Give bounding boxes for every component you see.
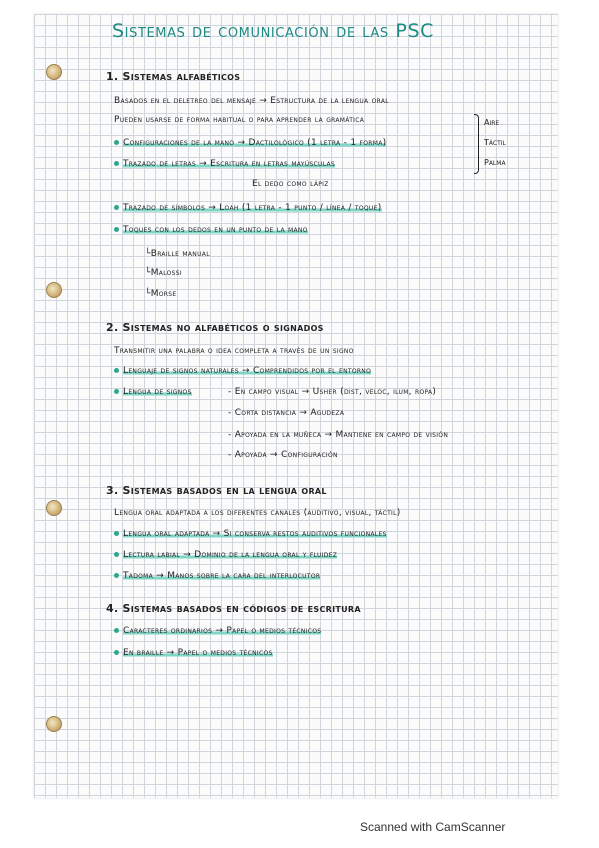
bullet-line: En braille → Papel o medios técnicos [114,648,273,658]
note-line: El dedo como lápiz [252,179,329,189]
page-title: Sistemas de comunicación de las PSC [112,20,434,42]
bullet-line: Lectura labial → Dominio de la lengua oral y fluidez [114,550,337,560]
bullet-line: Lengua de signos [114,387,192,397]
sub-item: - Apoyada → Configuración [228,450,338,460]
bullet-icon [114,161,119,166]
bullet-line: Trazado de símbolos → Loah (1 letra - 1 punto / línea / toque) [114,203,382,213]
scanner-watermark: Scanned with CamScanner [360,820,506,834]
section-heading: 4. Sistemas basados en códigos de escritura [106,602,361,615]
bullet-line: Trazado de letras → Escritura en letras mayúsculas [114,159,335,169]
section-heading: 3. Sistemas basados en la lengua oral [106,484,327,497]
sub-item: - Apoyada en la muñeca → Mantiene en campo de visión [228,430,449,440]
bullet-icon [114,531,119,536]
sub-item: - Corta distancia → Agudeza [228,408,345,418]
sub-item: - En campo visual → Usher (dist, veloc, ilum, ropa) [228,387,437,397]
binder-hole-icon [46,716,62,732]
sub-item: └Malossi [145,268,182,278]
note-line: Transmitir una palabra o idea completa a través de un signo [114,346,354,356]
note-line: Pueden usarse de forma habitual o para aprender la gramática [114,115,365,125]
bullet-icon [114,573,119,578]
bullet-line: Tadoma → Manos sobre la cara del interlocutor [114,571,320,581]
bullet-line: Caracteres ordinarios → Papel o medios técnicos [114,626,321,636]
bullet-line: Configuraciones de la mano → Dactilológico (1 letra - 1 forma) [114,138,386,148]
side-label: Palma [484,158,506,167]
binder-hole-icon [46,282,62,298]
bullet-icon [114,205,119,210]
side-label: Táctil [484,138,506,147]
binder-hole-icon [46,500,62,516]
bullet-icon [114,140,119,145]
bullet-line: Toques con los dedos en un punto de la mano [114,225,308,235]
binder-hole-icon [46,64,62,80]
sub-item: └Morse [145,289,177,299]
notebook-sheet [34,14,558,798]
note-line: Basados en el deletreo del mensaje → Estructura de la lengua oral [114,96,389,106]
bullet-icon [114,368,119,373]
section-heading: 1. Sistemas alfabéticos [106,70,241,83]
side-label: Aire [484,118,500,127]
bullet-icon [114,227,119,232]
bullet-icon [114,389,119,394]
section-heading: 2. Sistemas no alfabéticos o signados [106,321,324,334]
sub-item: └Braille manual [145,249,210,259]
bullet-icon [114,628,119,633]
bullet-icon [114,552,119,557]
note-line: Lengua oral adaptada a los diferentes canales (auditivo, visual, táctil) [114,508,401,518]
brace [474,114,479,174]
bullet-line: Lengua oral adaptada → Si conserva restos auditivos funcionales [114,529,387,539]
bullet-icon [114,650,119,655]
bullet-line: Lenguaje de signos naturales → Comprendidos por el entorno [114,366,371,376]
